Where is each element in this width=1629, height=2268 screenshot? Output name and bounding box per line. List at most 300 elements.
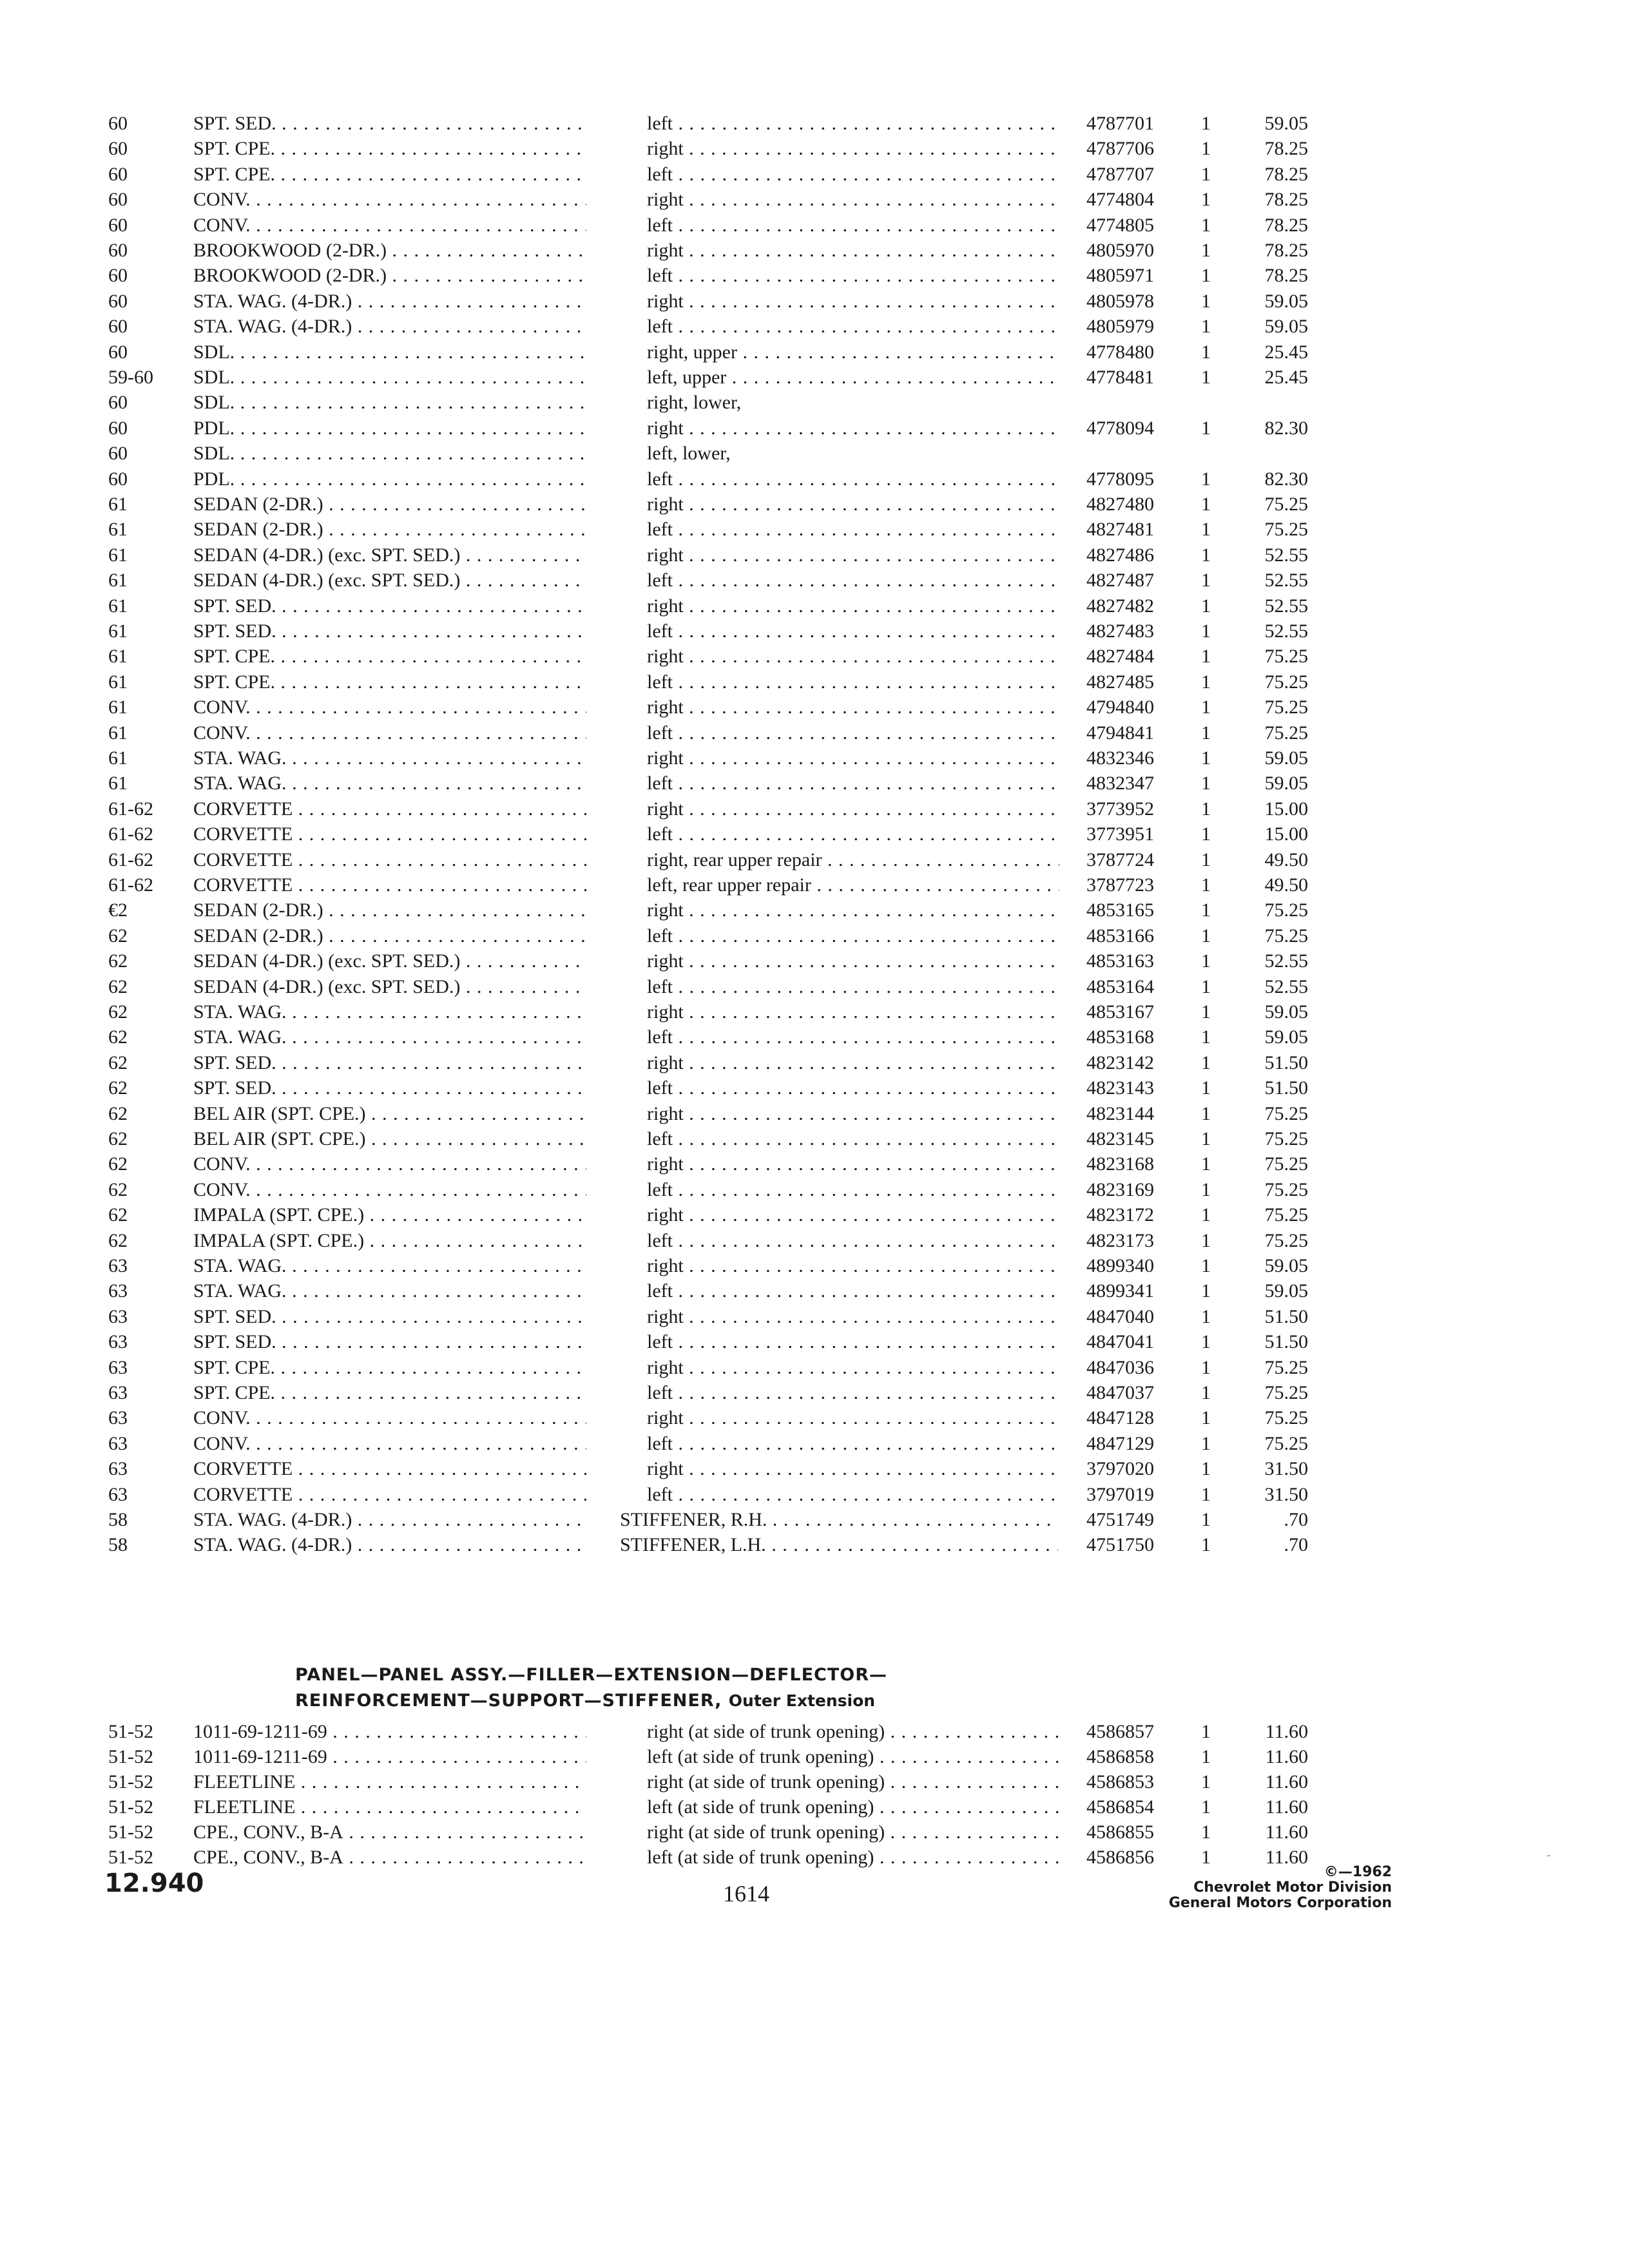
- description-cell: left . . .: [647, 213, 1059, 238]
- model-cell: CONV. . . .: [193, 1405, 586, 1431]
- price-cell: 52.55: [1264, 544, 1308, 566]
- description-cell: right . . .: [647, 1101, 1059, 1127]
- year-cell: 63: [108, 1331, 128, 1353]
- model-cell: CONV. . . .: [193, 720, 586, 746]
- price-cell: 82.30: [1264, 417, 1308, 439]
- quantity-cell: 1: [1201, 1204, 1211, 1226]
- quantity-cell: 1: [1201, 975, 1211, 997]
- table-row: [0, 1177, 1629, 1203]
- model-cell: BROOKWOOD (2-DR.) . . .: [193, 263, 586, 289]
- copyright-block: [1057, 1865, 1392, 1911]
- year-cell: 51-52: [108, 1847, 153, 1868]
- price-cell: 59.05: [1264, 1001, 1308, 1023]
- table-row: [0, 1228, 1629, 1254]
- table-row: [0, 1101, 1629, 1127]
- model-cell: SPT. SED. . . .: [193, 1050, 586, 1076]
- model-cell: SPT. CPE. . . .: [193, 1380, 586, 1406]
- year-cell: 60: [108, 214, 128, 236]
- year-cell: 51-52: [108, 1721, 153, 1742]
- model-cell: CORVETTE . . .: [193, 1482, 586, 1508]
- table-row: [0, 1151, 1629, 1177]
- table-row: [0, 568, 1629, 593]
- year-cell: 60: [108, 240, 128, 261]
- price-cell: 59.05: [1264, 1026, 1308, 1048]
- year-cell: 63: [108, 1305, 128, 1327]
- model-cell: SDL. . . .: [193, 441, 586, 466]
- description-cell: left . . .: [647, 466, 1059, 492]
- year-cell: 63: [108, 1407, 128, 1429]
- quantity-cell: 1: [1201, 697, 1211, 718]
- price-cell: 78.25: [1264, 240, 1308, 261]
- description-cell: right . . .: [647, 898, 1059, 923]
- model-cell: SPT. SED. . . .: [193, 593, 586, 619]
- description-cell: right . . .: [647, 187, 1059, 213]
- price-cell: 78.25: [1264, 138, 1308, 160]
- quantity-cell: 1: [1201, 316, 1211, 338]
- quantity-cell: 1: [1201, 1821, 1211, 1843]
- page-code: 12.940: [104, 1869, 204, 1898]
- year-cell: 61-62: [108, 798, 153, 820]
- year-cell: 61: [108, 519, 128, 541]
- part-number-cell: 4751750: [1086, 1534, 1154, 1556]
- description-cell: right . . .: [647, 948, 1059, 974]
- part-number-cell: 4586858: [1086, 1746, 1154, 1767]
- model-cell: SEDAN (2-DR.) . . .: [193, 898, 586, 923]
- price-cell: 78.25: [1264, 214, 1308, 236]
- price-cell: 78.25: [1264, 265, 1308, 287]
- price-cell: 51.50: [1264, 1331, 1308, 1353]
- part-number-cell: 4823143: [1086, 1077, 1154, 1099]
- description-cell: left . . .: [647, 111, 1059, 137]
- model-cell: SPT. SED. . . .: [193, 619, 586, 644]
- part-number-cell: 4787706: [1086, 138, 1154, 160]
- year-cell: 61-62: [108, 823, 153, 845]
- year-cell: 61: [108, 595, 128, 617]
- table-row: [0, 796, 1629, 822]
- year-cell: 61: [108, 697, 128, 718]
- price-cell: 11.60: [1265, 1847, 1308, 1868]
- quantity-cell: 1: [1201, 1153, 1211, 1175]
- price-cell: 75.25: [1264, 1432, 1308, 1454]
- description-cell: left . . .: [647, 263, 1059, 289]
- model-cell: SEDAN (4-DR.) (exc. SPT. SED.) . . .: [193, 948, 586, 974]
- description-cell: left . . .: [647, 923, 1059, 949]
- price-cell: 75.25: [1264, 646, 1308, 668]
- part-number-cell: 4832346: [1086, 747, 1154, 769]
- quantity-cell: 1: [1201, 1052, 1211, 1073]
- year-cell: 63: [108, 1432, 128, 1454]
- model-cell: STA. WAG. . . .: [193, 745, 586, 771]
- description-cell: left (at side of trunk opening) . . .: [647, 1794, 1059, 1820]
- part-number-cell: 4586854: [1086, 1796, 1154, 1818]
- part-number-cell: 4847036: [1086, 1356, 1154, 1378]
- year-cell: 51-52: [108, 1771, 153, 1792]
- year-cell: 60: [108, 443, 128, 465]
- year-cell: 60: [108, 341, 128, 363]
- year-cell: 62: [108, 1102, 128, 1124]
- table-row: [0, 1278, 1629, 1304]
- model-cell: SPT. SED. . . .: [193, 111, 586, 137]
- price-cell: 75.25: [1264, 1128, 1308, 1149]
- part-number-cell: 4853165: [1086, 899, 1154, 921]
- year-cell: 61: [108, 570, 128, 591]
- year-cell: 60: [108, 265, 128, 287]
- price-cell: 49.50: [1264, 849, 1308, 870]
- table-row: [0, 1431, 1629, 1457]
- price-cell: 49.50: [1264, 874, 1308, 896]
- copyright-division: Chevrolet Motor Division: [1193, 1879, 1392, 1896]
- table-row: [0, 314, 1629, 340]
- year-cell: 60: [108, 468, 128, 490]
- model-cell: STA. WAG. . . .: [193, 771, 586, 796]
- quantity-cell: 1: [1201, 1077, 1211, 1099]
- table-row: [0, 1405, 1629, 1431]
- price-cell: 75.25: [1264, 1204, 1308, 1226]
- price-cell: 59.05: [1264, 747, 1308, 769]
- price-cell: 59.05: [1264, 773, 1308, 794]
- part-number-cell: 4899341: [1086, 1280, 1154, 1302]
- part-number-cell: 3773952: [1086, 798, 1154, 820]
- year-cell: 62: [108, 1229, 128, 1251]
- part-number-cell: 4827485: [1086, 671, 1154, 693]
- quantity-cell: 1: [1201, 1026, 1211, 1048]
- table-row: [0, 1355, 1629, 1381]
- part-number-cell: 4774805: [1086, 214, 1154, 236]
- description-cell: left . . .: [647, 1126, 1059, 1152]
- description-cell: right . . .: [647, 238, 1059, 264]
- price-cell: 75.25: [1264, 671, 1308, 693]
- price-cell: 59.05: [1264, 1255, 1308, 1276]
- price-cell: 31.50: [1264, 1458, 1308, 1480]
- quantity-cell: 1: [1201, 113, 1211, 134]
- year-cell: 60: [108, 290, 128, 312]
- description-cell: right . . .: [647, 1253, 1059, 1279]
- table-row: [0, 340, 1629, 365]
- year-cell: 60: [108, 138, 128, 160]
- quantity-cell: 1: [1201, 1255, 1211, 1276]
- model-cell: CPE., CONV., B-A . . .: [193, 1845, 586, 1870]
- model-cell: STA. WAG. (4-DR.) . . .: [193, 289, 586, 314]
- model-cell: SPT. CPE. . . .: [193, 669, 586, 695]
- description-cell: left . . .: [647, 568, 1059, 593]
- price-cell: 75.25: [1264, 1153, 1308, 1175]
- price-cell: 52.55: [1264, 975, 1308, 997]
- part-number-cell: 4805978: [1086, 290, 1154, 312]
- part-number-cell: 3773951: [1086, 823, 1154, 845]
- year-cell: 61: [108, 671, 128, 693]
- description-cell: right, lower,: [647, 392, 742, 414]
- price-cell: 59.05: [1264, 290, 1308, 312]
- section-heading-line-2: [295, 1688, 1133, 1714]
- model-cell: CORVETTE . . .: [193, 822, 586, 847]
- model-cell: IMPALA (SPT. CPE.) . . .: [193, 1202, 586, 1228]
- quantity-cell: 1: [1201, 874, 1211, 896]
- part-number-cell: 4805971: [1086, 265, 1154, 287]
- quantity-cell: 1: [1201, 620, 1211, 642]
- model-cell: SPT. CPE. . . .: [193, 644, 586, 669]
- description-cell: left . . .: [647, 1075, 1059, 1101]
- price-cell: 82.30: [1264, 468, 1308, 490]
- description-cell: left, lower,: [647, 443, 731, 465]
- model-cell: STA. WAG. (4-DR.) . . .: [193, 314, 586, 340]
- quantity-cell: 1: [1201, 1771, 1211, 1792]
- year-cell: 51-52: [108, 1821, 153, 1843]
- price-cell: 11.60: [1265, 1796, 1308, 1818]
- description-cell: right (at side of trunk opening) . . .: [647, 1820, 1059, 1845]
- part-number-cell: 4823168: [1086, 1153, 1154, 1175]
- table-row: [0, 1719, 1629, 1745]
- part-number-cell: 4823142: [1086, 1052, 1154, 1073]
- description-cell: STIFFENER, L.H. . . .: [620, 1532, 1058, 1558]
- price-cell: 51.50: [1264, 1077, 1308, 1099]
- table-row: [0, 822, 1629, 847]
- description-cell: left . . .: [647, 1228, 1059, 1254]
- model-cell: STA. WAG. (4-DR.) . . .: [193, 1507, 586, 1533]
- price-cell: 75.25: [1264, 494, 1308, 515]
- table-row: [0, 1769, 1629, 1795]
- model-cell: STA. WAG. . . .: [193, 1253, 586, 1279]
- part-number-cell: 4805970: [1086, 240, 1154, 261]
- price-cell: 15.00: [1264, 798, 1308, 820]
- price-cell: 52.55: [1264, 950, 1308, 972]
- part-number-cell: 3797019: [1086, 1483, 1154, 1505]
- quantity-cell: 1: [1201, 1356, 1211, 1378]
- year-cell: 61: [108, 494, 128, 515]
- price-cell: 59.05: [1264, 1280, 1308, 1302]
- model-cell: 1011-69-1211-69 . . .: [193, 1719, 586, 1745]
- part-number-cell: 4827480: [1086, 494, 1154, 515]
- part-number-cell: 4778095: [1086, 468, 1154, 490]
- part-number-cell: 3797020: [1086, 1458, 1154, 1480]
- description-cell: right . . .: [647, 1050, 1059, 1076]
- table-row: [0, 136, 1629, 162]
- quantity-cell: 1: [1201, 1721, 1211, 1742]
- price-cell: 15.00: [1264, 823, 1308, 845]
- quantity-cell: 1: [1201, 1001, 1211, 1023]
- year-cell: €2: [108, 899, 128, 921]
- quantity-cell: 1: [1201, 1407, 1211, 1429]
- part-number-cell: 3787724: [1086, 849, 1154, 870]
- part-number-cell: 4823169: [1086, 1178, 1154, 1200]
- price-cell: 75.25: [1264, 925, 1308, 947]
- part-number-cell: 4794841: [1086, 722, 1154, 744]
- model-cell: SEDAN (2-DR.) . . .: [193, 492, 586, 517]
- quantity-cell: 1: [1201, 798, 1211, 820]
- quantity-cell: 1: [1201, 925, 1211, 947]
- table-row: [0, 543, 1629, 568]
- part-number-cell: 4847040: [1086, 1305, 1154, 1327]
- price-cell: 31.50: [1264, 1483, 1308, 1505]
- quantity-cell: 1: [1201, 1305, 1211, 1327]
- model-cell: SDL. . . .: [193, 340, 586, 365]
- year-cell: 61: [108, 646, 128, 668]
- model-cell: SDL. . . .: [193, 390, 586, 416]
- table-row: [0, 289, 1629, 314]
- table-row: [0, 1507, 1629, 1533]
- model-cell: CONV. . . .: [193, 695, 586, 720]
- quantity-cell: 1: [1201, 417, 1211, 439]
- description-cell: STIFFENER, R.H. . . .: [620, 1507, 1058, 1533]
- table-row: [0, 441, 1629, 466]
- price-cell: 11.60: [1265, 1821, 1308, 1843]
- year-cell: 60: [108, 392, 128, 414]
- year-cell: 51-52: [108, 1796, 153, 1818]
- price-cell: 75.25: [1264, 1102, 1308, 1124]
- description-cell: left . . .: [647, 720, 1059, 746]
- table-row: [0, 517, 1629, 543]
- part-number-cell: 4847037: [1086, 1382, 1154, 1403]
- part-number-cell: 4853164: [1086, 975, 1154, 997]
- price-cell: 75.25: [1264, 519, 1308, 541]
- scan-speck: -: [1547, 1848, 1551, 1862]
- copyright-year: ©—1962: [1324, 1864, 1392, 1880]
- quantity-cell: 1: [1201, 468, 1211, 490]
- part-number-cell: 4823173: [1086, 1229, 1154, 1251]
- price-cell: 52.55: [1264, 620, 1308, 642]
- model-cell: SPT. SED. . . .: [193, 1329, 586, 1355]
- year-cell: 61: [108, 722, 128, 744]
- description-cell: left . . .: [647, 1278, 1059, 1304]
- table-row: [0, 238, 1629, 264]
- year-cell: 62: [108, 1128, 128, 1149]
- section-heading-line-1: PANEL—PANEL ASSY.—FILLER—EXTENSION—DEFLECTOR—: [295, 1665, 888, 1685]
- part-number-cell: 4827484: [1086, 646, 1154, 668]
- price-cell: .70: [1284, 1509, 1308, 1530]
- table-row: [0, 923, 1629, 949]
- quantity-cell: 1: [1201, 1280, 1211, 1302]
- part-number-cell: 4853163: [1086, 950, 1154, 972]
- part-number-cell: 4823144: [1086, 1102, 1154, 1124]
- price-cell: 75.25: [1264, 1178, 1308, 1200]
- quantity-cell: 1: [1201, 646, 1211, 668]
- part-number-cell: 4827483: [1086, 620, 1154, 642]
- price-cell: 11.60: [1265, 1746, 1308, 1767]
- model-cell: CORVETTE . . .: [193, 847, 586, 873]
- model-cell: BROOKWOOD (2-DR.) . . .: [193, 238, 586, 264]
- table-row: [0, 1253, 1629, 1279]
- description-cell: right . . .: [647, 999, 1059, 1025]
- quantity-cell: 1: [1201, 1331, 1211, 1353]
- description-cell: left . . .: [647, 974, 1059, 1000]
- model-cell: IMPALA (SPT. CPE.) . . .: [193, 1228, 586, 1254]
- quantity-cell: 1: [1201, 1458, 1211, 1480]
- description-cell: right . . .: [647, 1355, 1059, 1381]
- price-cell: 51.50: [1264, 1305, 1308, 1327]
- table-row: [0, 1329, 1629, 1355]
- section-heading-line-2-main: REINFORCEMENT—SUPPORT—STIFFENER,: [295, 1691, 722, 1711]
- quantity-cell: 1: [1201, 1483, 1211, 1505]
- quantity-cell: 1: [1201, 1796, 1211, 1818]
- price-cell: 75.25: [1264, 1356, 1308, 1378]
- part-number-cell: 4832347: [1086, 773, 1154, 794]
- year-cell: 61: [108, 544, 128, 566]
- model-cell: CORVETTE . . .: [193, 1456, 586, 1482]
- price-cell: 52.55: [1264, 595, 1308, 617]
- table-row: [0, 898, 1629, 923]
- description-cell: left . . .: [647, 1177, 1059, 1203]
- quantity-cell: 1: [1201, 950, 1211, 972]
- table-row: [0, 593, 1629, 619]
- model-cell: CONV. . . .: [193, 187, 586, 213]
- year-cell: 62: [108, 925, 128, 947]
- table-row: [0, 1126, 1629, 1152]
- part-number-cell: 4586855: [1086, 1821, 1154, 1843]
- part-number-cell: 4805979: [1086, 316, 1154, 338]
- model-cell: CORVETTE . . .: [193, 872, 586, 898]
- price-cell: 75.25: [1264, 899, 1308, 921]
- table-row: [0, 213, 1629, 238]
- part-number-cell: 4794840: [1086, 697, 1154, 718]
- description-cell: right . . .: [647, 745, 1059, 771]
- model-cell: SEDAN (4-DR.) (exc. SPT. SED.) . . .: [193, 568, 586, 593]
- description-cell: right . . .: [647, 136, 1059, 162]
- description-cell: right . . .: [647, 1151, 1059, 1177]
- model-cell: CONV. . . .: [193, 1177, 586, 1203]
- description-cell: right . . .: [647, 1405, 1059, 1431]
- year-cell: 63: [108, 1356, 128, 1378]
- year-cell: 63: [108, 1382, 128, 1403]
- year-cell: 62: [108, 1077, 128, 1099]
- description-cell: left . . .: [647, 314, 1059, 340]
- price-cell: 11.60: [1265, 1771, 1308, 1792]
- part-number-cell: 4787701: [1086, 113, 1154, 134]
- year-cell: 58: [108, 1509, 128, 1530]
- quantity-cell: 1: [1201, 519, 1211, 541]
- quantity-cell: 1: [1201, 570, 1211, 591]
- table-row: [0, 745, 1629, 771]
- part-number-cell: 3787723: [1086, 874, 1154, 896]
- model-cell: STA. WAG. . . .: [193, 1278, 586, 1304]
- table-row: [0, 720, 1629, 746]
- price-cell: 25.45: [1264, 341, 1308, 363]
- year-cell: 60: [108, 316, 128, 338]
- model-cell: PDL. . . .: [193, 416, 586, 441]
- table-row: [0, 948, 1629, 974]
- table-row: [0, 111, 1629, 137]
- year-cell: 62: [108, 975, 128, 997]
- table-row: [0, 162, 1629, 187]
- price-cell: 25.45: [1264, 367, 1308, 388]
- model-cell: STA. WAG. . . .: [193, 999, 586, 1025]
- model-cell: FLEETLINE . . .: [193, 1769, 586, 1795]
- year-cell: 63: [108, 1483, 128, 1505]
- quantity-cell: 1: [1201, 1746, 1211, 1767]
- part-number-cell: 4586856: [1086, 1847, 1154, 1868]
- table-row: [0, 999, 1629, 1025]
- year-cell: 61-62: [108, 849, 153, 870]
- model-cell: SEDAN (4-DR.) (exc. SPT. SED.) . . .: [193, 543, 586, 568]
- price-cell: 75.25: [1264, 1382, 1308, 1403]
- quantity-cell: 1: [1201, 1847, 1211, 1868]
- quantity-cell: 1: [1201, 367, 1211, 388]
- table-row: [0, 416, 1629, 441]
- model-cell: SPT. SED. . . .: [193, 1304, 586, 1330]
- description-cell: right . . .: [647, 416, 1059, 441]
- description-cell: right . . .: [647, 1202, 1059, 1228]
- table-row: [0, 1304, 1629, 1330]
- model-cell: BEL AIR (SPT. CPE.) . . .: [193, 1126, 586, 1152]
- part-number-cell: 4823145: [1086, 1128, 1154, 1149]
- model-cell: SEDAN (2-DR.) . . .: [193, 923, 586, 949]
- part-number-cell: 4586853: [1086, 1771, 1154, 1792]
- description-cell: right . . .: [647, 289, 1059, 314]
- table-row: [0, 1024, 1629, 1050]
- model-cell: SPT. SED. . . .: [193, 1075, 586, 1101]
- description-cell: right (at side of trunk opening) . . .: [647, 1769, 1059, 1795]
- part-number-cell: 4827481: [1086, 519, 1154, 541]
- table-row: [0, 1820, 1629, 1845]
- description-cell: left . . .: [647, 1431, 1059, 1457]
